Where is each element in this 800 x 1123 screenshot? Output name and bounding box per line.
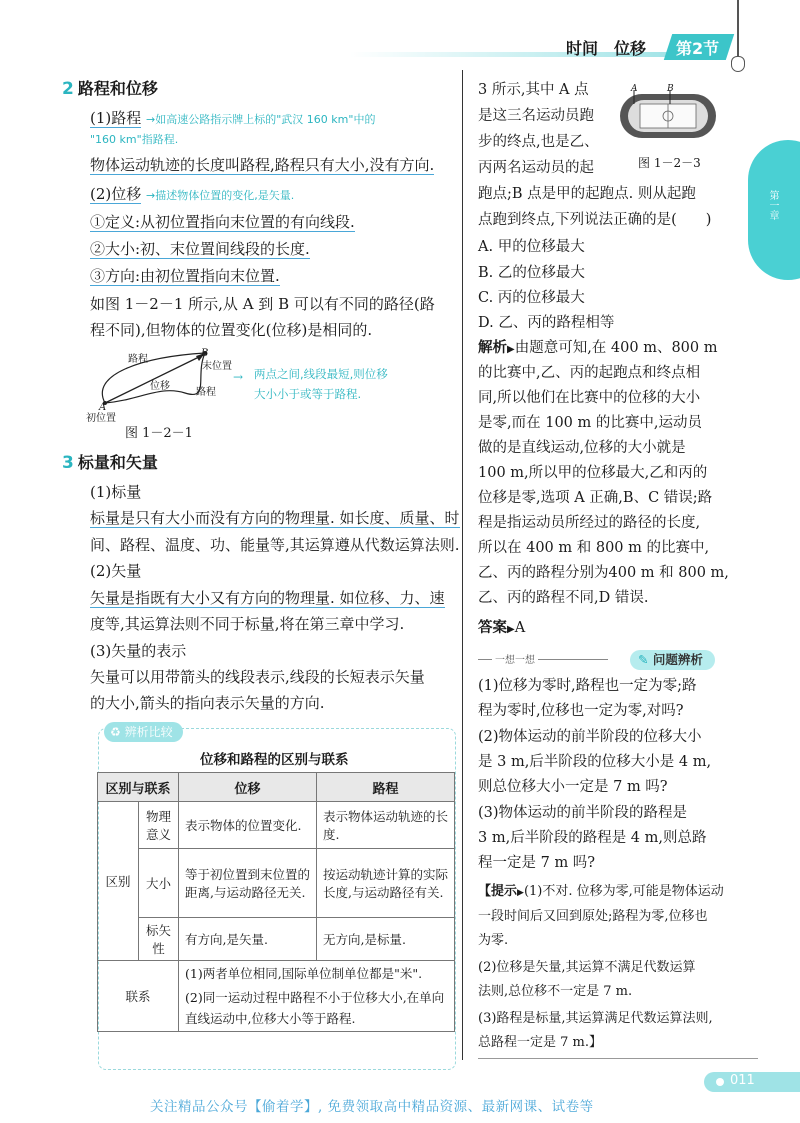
path-note-2: "160 km"指路程. [90,133,179,146]
hint-line-4: (2)位移是矢量,其运算不满足代数运算 [478,960,696,975]
disp-definition: ①定义:从初位置指向末位置的有向线段. [90,213,355,231]
section-3-heading: 3 标量和矢量 [62,453,158,473]
q-text-4: 丙两名运动员的起 [478,160,594,176]
analysis-line-6: 100 m,所以甲的位移最大,乙和丙的 [478,465,708,481]
hint-line-1: 【提示▶(1)不对. 位移为零,可能是物体运动 [478,884,724,899]
header-title: 时间 位移 [566,39,647,58]
fig1-arrow: → [233,370,244,384]
issue-q1-2: 程为零时,位移也一定为零,对吗? [478,703,684,719]
fig3-caption: 图 1－2－3 [638,156,701,170]
disp-example-2: 程不同),但物体的位置变化(位移)是相同的. [90,321,373,339]
q-text-6: 点跑到终点,下列说法正确的是( ) [478,212,712,228]
vector-def: 矢量是指既有大小又有方向的物理量. 如位移、力、速 [90,589,445,607]
table-row: 联系 (1)两者单位相同,国际单位制单位都是"米". (2)同一运动过程中路程不小于位移大小,在单向直线运动中,位移大小等于路程. [98,961,455,1032]
fig1-caption: 图 1－2－1 [125,426,193,441]
think-label: 一想一想 [492,651,538,666]
vector-def-2: 度等,其运算法则不同于标量,将在第三章中学习. [90,615,405,633]
scalar-def: 标量是只有大小而没有方向的物理量. 如长度、质量、时 [90,509,460,527]
issue-q3-1: (3)物体运动的前半阶段的路程是 [478,805,688,821]
option-c: C. 丙的位移最大 [478,290,585,306]
path-label-line: (1)路程 →如高速公路指示牌上标的"武汉 160 km"中的 [90,109,376,127]
q-text-1: 3 所示,其中 A 点 [478,82,589,98]
option-b: B. 乙的位移最大 [478,265,585,281]
analysis-line-4: 是零,而在 100 m 的比赛中,运动员 [478,415,702,431]
issue-q3-3: 程一定是 7 m 吗? [478,855,596,871]
fig1-label-a: A [99,402,107,413]
fig1-label-start: 初位置 [86,413,116,424]
table-header-1: 区别与联系 [98,773,179,802]
fig1-label-end: 末位置 [202,361,232,372]
option-d: D. 乙、丙的路程相等 [478,315,615,331]
analysis-line-10: 乙、丙的路程分别为400 m 和 800 m, [478,565,729,581]
fig1-note-1: 两点之间,线段最短,则位移 [254,367,388,381]
analysis-line-2: 的比赛中,乙、丙的起跑点和终点相 [478,365,701,381]
section-2-heading: 2 路程和位移 [62,79,158,99]
issue-q2-2: 是 3 m,后半阶段的位移大小是 4 m, [478,754,712,770]
analysis-line-8: 程是指运动员所经过的路径的长度, [478,515,701,531]
table-title: 位移和路程的区别与联系 [200,752,349,768]
disp-size: ②大小:初、末位置间线段的长度. [90,240,310,258]
compare-icon: ♻ [110,725,121,739]
analysis-line-9: 所以在 400 m 和 800 m 的比赛中, [478,540,710,556]
analysis-line-11: 乙、丙的路程不同,D 错误. [478,590,649,606]
q-text-3: 步的终点,也是乙、 [478,134,599,150]
chapter-side-tab-label: 第一章 [767,190,778,220]
disp-direction: ③方向:由初位置指向末位置. [90,267,280,285]
think-bar [478,650,760,670]
page-dot-icon [716,1078,724,1086]
vector-repr-1: 矢量可以用带箭头的线段表示,线段的长短表示矢量 [90,668,425,686]
fig1-label-road1: 路程 [128,354,148,365]
footer-note: 关注精品公众号【偷着学】, 免费领取高中精品资源、最新网课、试卷等 [150,1099,594,1115]
table-row: 区别 物理意义 表示物体的位置变化. 表示物体运动轨迹的长度. [98,802,455,849]
column-divider [462,70,463,1060]
header-bar [0,34,800,68]
compare-table [97,772,455,1032]
vector-repr-2: 的大小,箭头的指向表示矢量的方向. [90,694,325,712]
table-row: 大小 等于初位置到末位置的距离,与运动路径无关. 按运动轨迹计算的实际长度,与运动路径有关. [98,849,455,918]
fig1-label-b: B [201,348,209,359]
group-label: 区别 [98,802,139,961]
page-number: 011 [730,1073,755,1088]
issue-q2-3: 则总位移大小一定是 7 m 吗? [478,779,668,795]
table-header-2: 位移 [179,773,317,802]
fig1-label-road2: 路程 [196,387,216,398]
fig3-label-a: A [631,84,638,94]
analysis-line-7: 位移是零,选项 A 正确,B、C 错误;路 [478,490,713,506]
scalar-label: (1)标量 [90,483,142,501]
issue-q1-1: (1)位移为零时,路程也一定为零;路 [478,678,697,694]
analysis-line-3: 同,所以他们在比赛中的位移的大小 [478,390,701,406]
pencil-icon: ✎ [638,652,649,667]
issue-q2-1: (2)物体运动的前半阶段的位移大小 [478,729,702,745]
fig1-note-2: 大小小于或等于路程. [254,387,362,401]
hint-line-5: 法则,总位移不一定是 7 m. [478,984,633,999]
table-header-3: 路程 [317,773,455,802]
path-definition: 物体运动轨迹的长度叫路程,路程只有大小,没有方向. [90,156,435,174]
vector-repr-label: (3)矢量的表示 [90,642,187,660]
analysis-line-5: 做的是直线运动,位移的大小就是 [478,440,686,456]
compare-badge: ♻ 辨析比较 [104,722,183,742]
header-section-label: 第2节 [676,39,720,58]
answer-line: 答案▶A [478,620,526,636]
vector-label: (2)矢量 [90,562,142,580]
fig3-label-b: B [667,84,674,94]
hint-line-6: (3)路程是标量,其运算满足代数运算法则, [478,1011,713,1026]
table-row: 标矢性 有方向,是矢量. 无方向,是标量. [98,918,455,961]
scalar-def-2: 间、路程、温度、功、能量等,其运算遵从代数运算法则. [90,536,460,554]
fig1-label-disp: 位移 [150,381,170,392]
disp-label-line: (2)位移 →描述物体位置的变化,是矢量. [90,185,295,203]
disp-example-1: 如图 1－2－1 所示,从 A 到 B 可以有不同的路径(路 [90,295,435,313]
hint-line-7: 总路程一定是 7 m.】 [478,1035,602,1050]
issue-q3-2: 3 m,后半阶段的路程是 4 m,则总路 [478,830,707,846]
lamp-icon [737,0,739,56]
hint-line-2: 一段时间后又回到原处;路程为零,位移也 [478,909,708,924]
analysis-line-1: 解析▶由题意可知,在 400 m、800 m [478,340,718,356]
hint-bottom-rule [478,1058,758,1059]
issue-badge: ✎ 问题辨析 [630,650,715,670]
option-a: A. 甲的位移最大 [478,239,585,255]
hint-line-3: 为零. [478,933,509,948]
q-text-2: 是这三名运动员跑 [478,108,594,124]
q-text-5: 跑点;B 点是甲的起跑点. 则从起跑 [478,186,696,202]
